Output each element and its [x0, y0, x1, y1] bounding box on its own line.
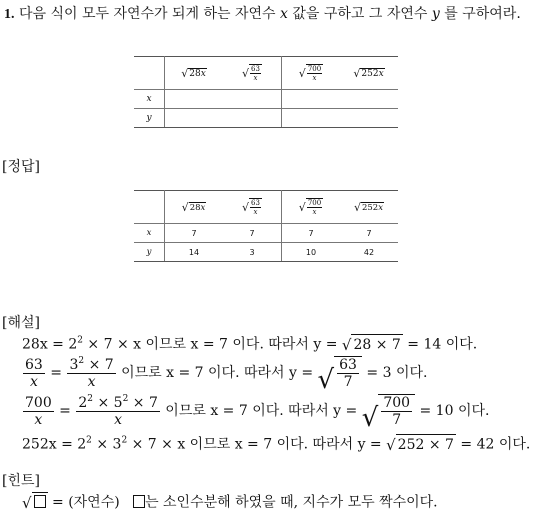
row-label-x: x	[134, 224, 165, 243]
col-header-sqrt-63-over-x: √ $\frac{63}{x}$	[223, 191, 282, 224]
table-cell	[340, 109, 398, 128]
table-cell	[165, 90, 224, 109]
table-row-x	[134, 90, 398, 109]
answer-y-value: 14	[165, 243, 224, 262]
blank-box-icon	[133, 495, 145, 508]
blank-box-icon	[34, 495, 46, 508]
table-cell	[223, 109, 282, 128]
table-cell	[165, 109, 224, 128]
row-label-y: y	[134, 109, 165, 128]
table-corner-cell	[134, 57, 165, 90]
hint-line: √ = (자연수) 는 소인수분해 하였을 때, 지수가 모두 짝수이다.	[22, 494, 438, 512]
answer-x-value: 7	[223, 224, 282, 243]
col-header-sqrt-63-over-x: √ $\frac{63}{x}$	[223, 57, 282, 90]
answer-row-x	[134, 224, 398, 243]
answer-x-value: 7	[282, 224, 341, 243]
answer-label: [정답]	[2, 159, 40, 175]
sqrt-expression: √ 252 × 7	[386, 436, 454, 454]
problem-text-c: 를 구하여라.	[439, 6, 521, 22]
col-header-sqrt-28x: √ 28x	[165, 57, 224, 90]
row-label-x: x	[134, 90, 165, 109]
problem-var-x: x	[280, 6, 288, 22]
answer-y-value: 42	[340, 243, 398, 262]
col-header-sqrt-700-over-x: √ $\frac{700}{x}$	[282, 191, 341, 224]
sqrt-expression: √ $\frac{700}{7}$	[362, 394, 415, 428]
col-header-sqrt-28x: √ 28x	[165, 191, 224, 224]
answer-y-value: 10	[282, 243, 341, 262]
problem-text-b: 값을 구하고 그 자연수	[287, 6, 432, 22]
sqrt-box-expression: √	[22, 492, 48, 513]
answer-y-value: 3	[223, 243, 282, 262]
problem-statement	[4, 3, 530, 26]
col-header-sqrt-252x: √ 252x	[340, 57, 398, 90]
sqrt-expression: √ 28 × 7	[341, 336, 401, 354]
table-cell	[340, 90, 398, 109]
sqrt-expression: √ $\frac{63}{7}$	[318, 356, 362, 390]
answer-table	[134, 190, 398, 262]
problem-var-y: y	[431, 6, 440, 22]
problem-text-a: 다음 식이 모두 자연수가 되게 하는 자연수	[18, 6, 281, 22]
solution-line-4: $252x = 2^2 \times 3^2 \times 7 \times x$ 이므로 x = 7 이다. 따라서 y = √ 252 × 7 = 42 이다.	[22, 435, 531, 454]
question-table	[134, 56, 398, 128]
table-cell	[223, 90, 282, 109]
table-corner-cell	[134, 191, 165, 224]
solution-line-2: $\frac{63}{x}$ = $\frac{3^2 \times 7}{x}$ 이므로 x = 7 이다. 따라서 y = √ $\frac{63}{7}$ = 3 이다.	[25, 355, 428, 395]
solution-label: [해설]	[2, 315, 40, 331]
table-cell	[282, 90, 341, 109]
col-header-sqrt-252x: √ 252x	[340, 191, 398, 224]
row-label-y: y	[134, 243, 165, 262]
table-row-y	[134, 109, 398, 128]
problem-number: 1.	[4, 7, 15, 22]
answer-row-y	[134, 243, 398, 262]
answer-x-value: 7	[340, 224, 398, 243]
solution-line-3: $\frac{700}{x}$ = $\frac{2^2 \times 5^2 \times 7}{x}$ 이므로 x = 7 이다. 따라서 y = √ $\frac{700}{7}$ = 10 이다.	[25, 393, 490, 433]
solution-line-1: $28x = 2^2 \times 7 \times x$ 이므로 x = 7 이다. 따라서 y = √ 28 × 7 = 14 이다.	[22, 335, 478, 354]
table-header-row	[134, 57, 398, 90]
table-header-row	[134, 191, 398, 224]
col-header-sqrt-700-over-x: √ $\frac{700}{x}$	[282, 57, 341, 90]
answer-x-value: 7	[165, 224, 224, 243]
hint-label: [힌트]	[2, 473, 40, 489]
table-cell	[282, 109, 341, 128]
